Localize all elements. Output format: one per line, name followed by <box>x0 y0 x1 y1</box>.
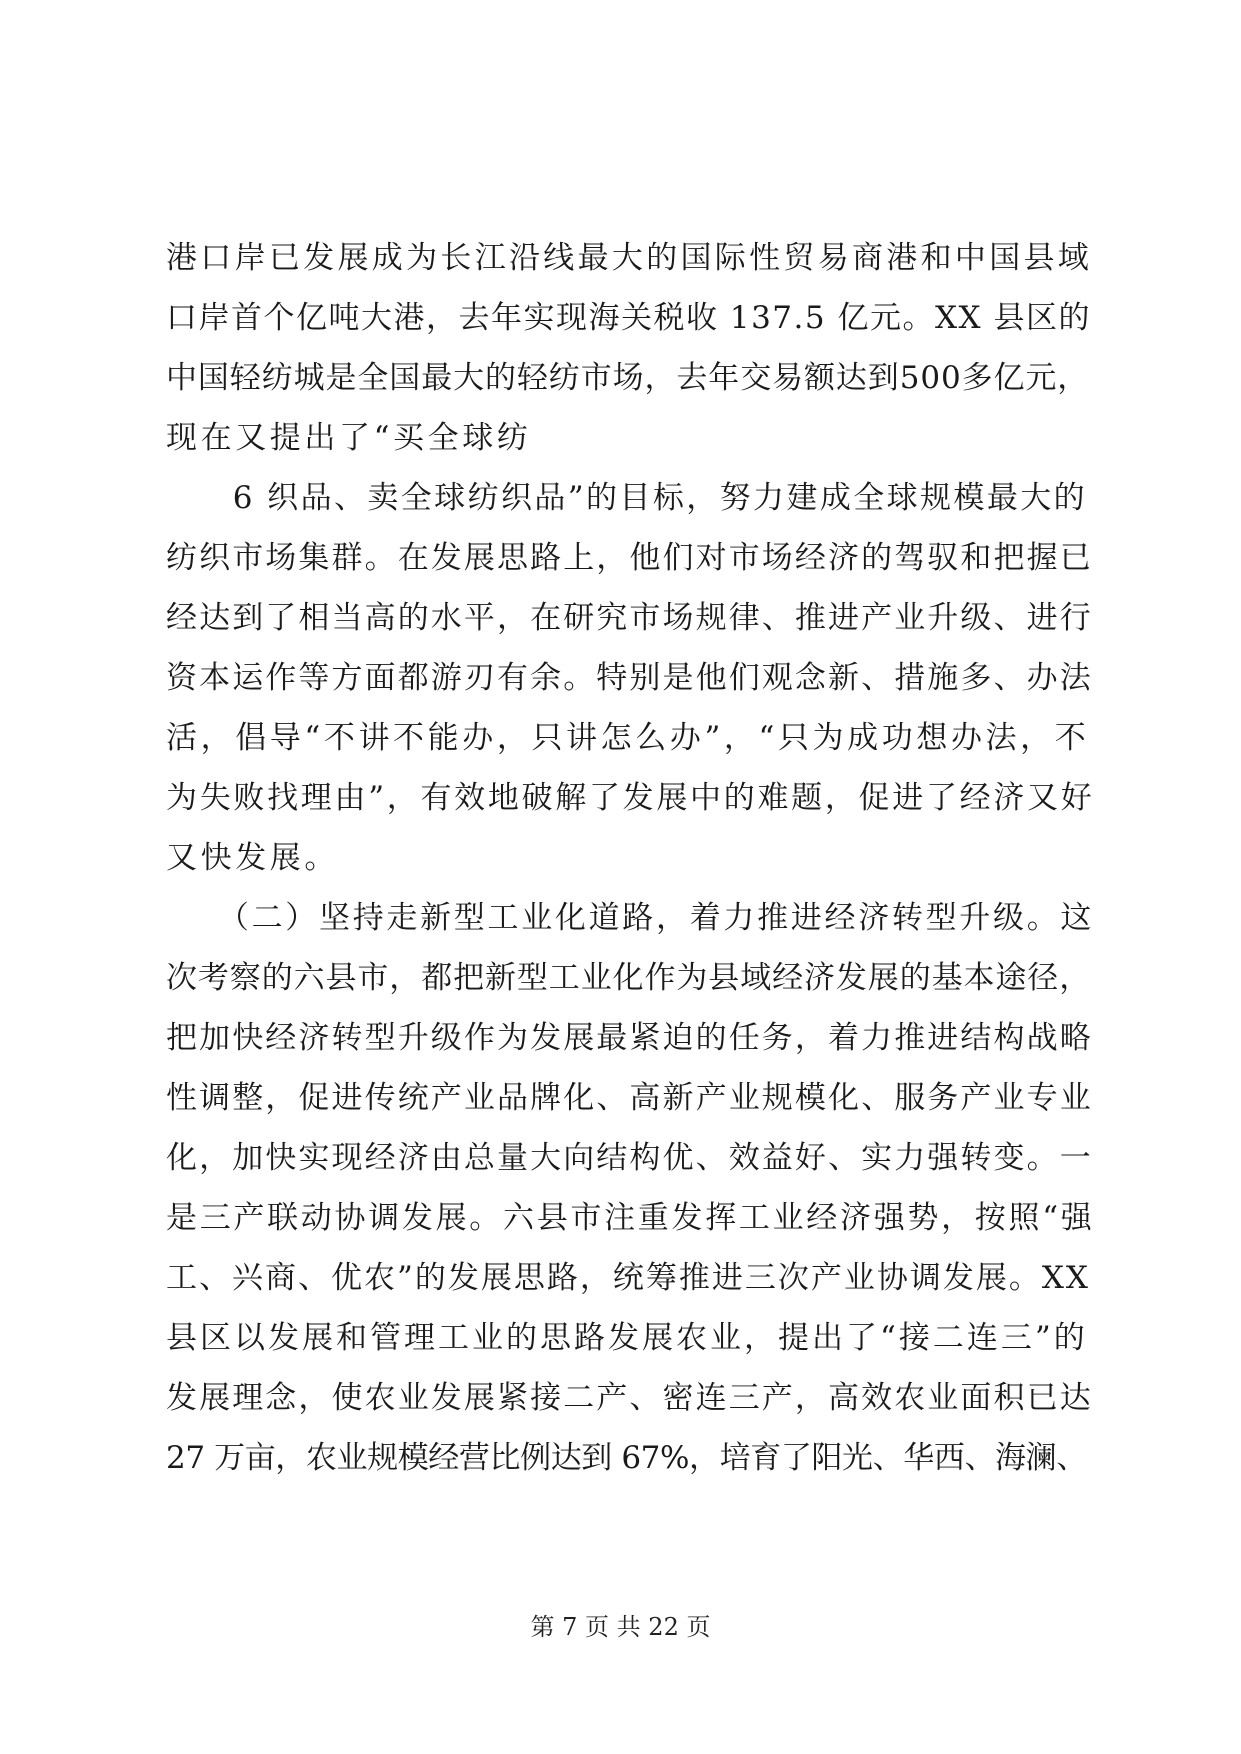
text-line: 是三产联动协调发展。六县市注重发挥工业经济强势，按照“强 <box>166 1200 1095 1236</box>
text-line: 次考察的六县市，都把新型工业化作为县域经济发展的基本途径， <box>166 960 1092 996</box>
page-indicator: 第 7 页 共 22 页 <box>530 1613 711 1641</box>
text-line: 把加快经济转型升级作为发展最紧迫的任务，着力推进结构战略 <box>166 1020 1093 1056</box>
text-line: 又快发展。 <box>166 840 339 876</box>
text-line: 性调整，促进传统产业品牌化、高新产业规模化、服务产业专业 <box>166 1080 1093 1116</box>
text-line: 口岸首个亿吨大港，去年实现海关税收 137.5 亿元。XX 县区的 <box>166 300 1091 336</box>
text-line: 纺织市场集群。在发展思路上，他们对市场经济的驾驭和把握已 <box>166 540 1093 576</box>
text-line: 活，倡导“不讲不能办，只讲怎么办”，“只为成功想办法，不 <box>166 720 1090 756</box>
text-line: 化，加快实现经济由总量大向结构优、效益好、实力强转变。一 <box>166 1140 1093 1176</box>
text-line: 现在又提出了“买全球纺 <box>166 420 532 456</box>
text-line: 经达到了相当高的水平，在研究市场规律、推进产业升级、进行 <box>166 600 1093 636</box>
text-line: 发展理念，使农业发展紧接二产、密连三产，高效农业面积已达 <box>166 1380 1093 1416</box>
text-line: 中国轻纺城是全国最大的轻纺市场，去年交易额达到500多亿元， <box>166 360 1090 396</box>
text-line: 为失败找理由”，有效地破解了发展中的难题，促进了经济又好 <box>166 780 1095 816</box>
text-line: 6 织品、卖全球纺织品”的目标，努力建成全球规模最大的 <box>166 480 1088 516</box>
text-line: 27 万亩，农业规模经营比例达到 67%，培育了阳光、华西、海澜、 <box>166 1440 1087 1476</box>
text-line: 县区以发展和管理工业的思路发展农业，提出了“接二连三”的 <box>166 1320 1088 1356</box>
body-text <box>166 228 1094 1488</box>
text-line: （二）坚持走新型工业化道路，着力推进经济转型升级。这 <box>166 900 1095 936</box>
text-line: 工、兴商、优农”的发展思路，统筹推进三次产业协调发展。XX <box>166 1260 1090 1296</box>
text-line: 港口岸已发展成为长江沿线最大的国际性贸易商港和中国县域 <box>166 240 1093 276</box>
text-line: 资本运作等方面都游刃有余。特别是他们观念新、措施多、办法 <box>166 660 1093 696</box>
